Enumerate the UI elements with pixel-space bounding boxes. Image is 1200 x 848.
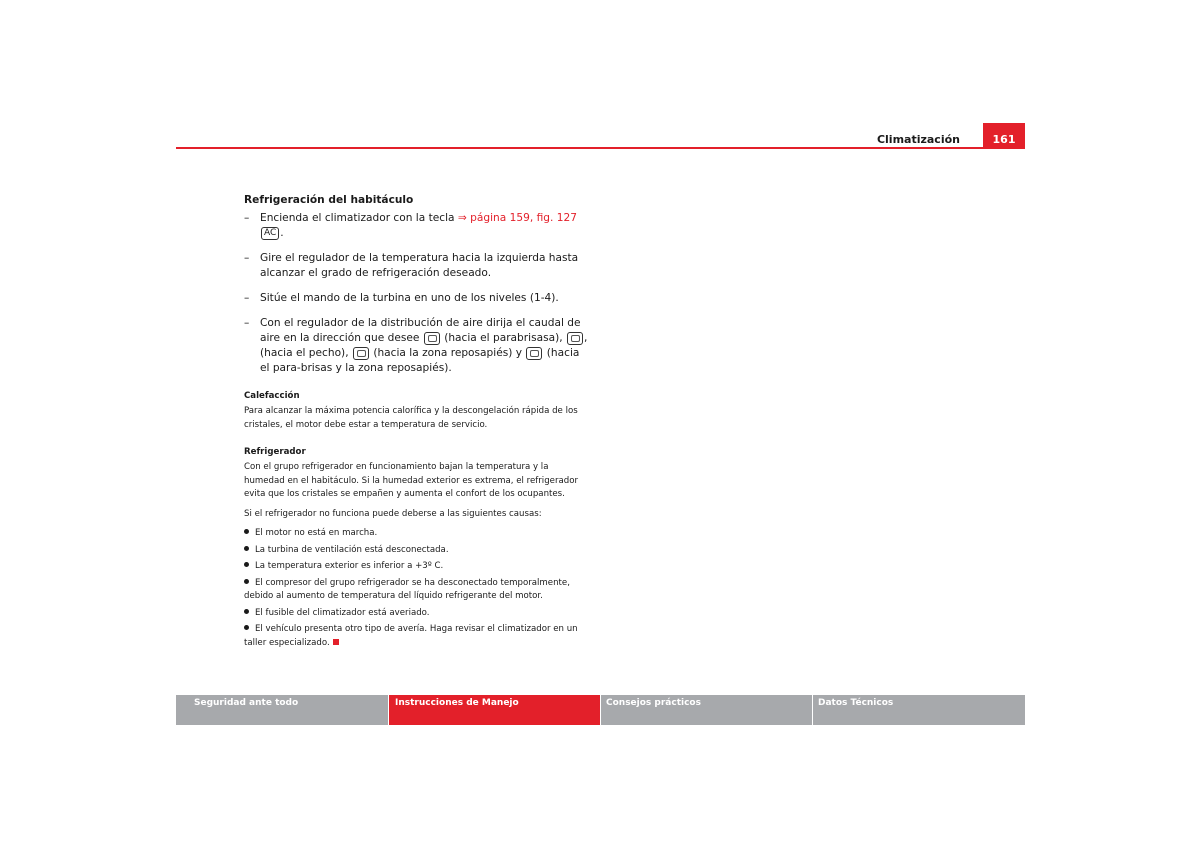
bullet-icon xyxy=(244,609,249,614)
ac-key: AC xyxy=(261,227,279,240)
calefaccion-text: Para alcanzar la máxima potencia calorífica y la descongelación rápida de los cristales, el motor debe estar a temperatura de servicio. xyxy=(244,406,578,430)
section-heading: Refrigeración del habitáculo xyxy=(244,194,414,206)
windshield-footwell-airflow-icon xyxy=(526,347,542,360)
footwell-airflow-icon xyxy=(353,347,369,360)
page-reference-link[interactable]: ⇒ página 159, fig. 127 xyxy=(457,212,577,224)
list-item-text: El motor no está en marcha. xyxy=(255,528,378,538)
bullet-icon xyxy=(244,562,249,567)
header-rule xyxy=(176,147,1025,149)
list-item xyxy=(244,544,590,558)
tab-instrucciones[interactable]: Instrucciones de Manejo xyxy=(389,695,600,725)
step-dash: – xyxy=(244,212,250,224)
list-item-text: La turbina de ventilación está desconectada. xyxy=(255,544,449,555)
page-number: 161 xyxy=(983,123,1025,148)
step-text: (hacia el parabrisasa), xyxy=(444,332,563,344)
step-text: Encienda el climatizador con la tecla xyxy=(260,212,455,224)
calefaccion-heading: Calefacción xyxy=(244,391,300,401)
step-text: Con el regulador de la distribución de aire dirija el caudal de aire en la dirección que desee xyxy=(260,317,581,344)
step-dash: – xyxy=(244,252,250,264)
section-end-icon xyxy=(333,639,339,645)
step-1 xyxy=(244,211,590,241)
section-title: Climatización xyxy=(876,133,960,146)
tab-consejos[interactable]: Consejos prácticos xyxy=(601,695,812,725)
refrigerador-text: Con el grupo refrigerador en funcionamiento bajan la temperatura y la humedad en el habitáculo. Si la humedad exterior es extrema, el refrigerador evita que los cristales se empañen y aumenta el confort de los ocupantes. xyxy=(244,462,578,499)
step-4 xyxy=(244,316,590,376)
list-item xyxy=(244,623,590,650)
step-text: Sitúe el mando de la turbina en uno de los niveles (1-4). xyxy=(260,292,559,304)
step-text: (hacia la zona reposapiés) y xyxy=(373,347,523,359)
step-text: (hacia el para-brisas y la zona reposapiés). xyxy=(260,347,580,374)
step-text: , (hacia el pecho), xyxy=(260,332,588,359)
bullet-icon xyxy=(244,546,249,551)
causes-intro: Si el refrigerador no funciona puede deberse a las siguientes causas: xyxy=(244,508,542,519)
tab-datos-tecnicos[interactable]: Datos Técnicos xyxy=(813,695,1025,725)
list-item xyxy=(244,607,590,621)
list-item xyxy=(244,577,590,604)
bullet-icon xyxy=(244,579,249,584)
step-3 xyxy=(244,291,590,306)
step-dash: – xyxy=(244,317,250,329)
list-item-text: El compresor del grupo refrigerador se ha desconectado temporalmente, debido al aumento de temperatura del líquido refrigerante del motor. xyxy=(244,577,570,601)
list-item xyxy=(244,560,590,574)
list-item xyxy=(244,527,590,541)
bullet-icon xyxy=(244,625,249,630)
chest-airflow-icon xyxy=(567,332,583,345)
windshield-airflow-icon xyxy=(424,332,440,345)
bullet-icon xyxy=(244,529,249,534)
step-text: Gire el regulador de la temperatura hacia la izquierda hasta alcanzar el grado de refrigeración deseado. xyxy=(260,252,579,279)
refrigerador-heading: Refrigerador xyxy=(244,447,306,457)
step-text-end: . xyxy=(280,227,284,239)
tab-seguridad[interactable]: Seguridad ante todo xyxy=(176,695,388,725)
step-dash: – xyxy=(244,292,250,304)
list-item-text: La temperatura exterior es inferior a +3º C. xyxy=(255,561,444,571)
main-content xyxy=(244,193,590,653)
list-item-text: El fusible del climatizador está averiado. xyxy=(255,607,430,618)
list-item-text: El vehículo presenta otro tipo de avería. Haga revisar el climatizador en un taller especializado. xyxy=(244,624,578,648)
step-2 xyxy=(244,251,590,281)
